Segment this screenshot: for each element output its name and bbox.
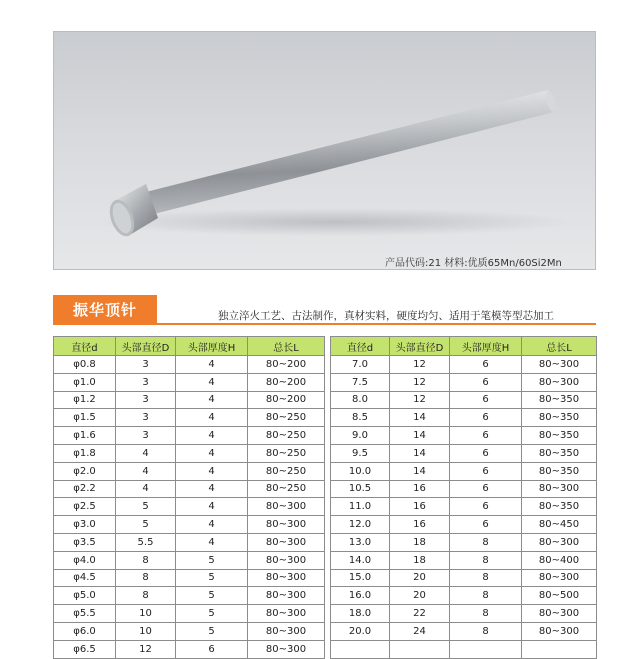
table-cell: 6 [450,498,522,516]
table-cell: 20 [390,587,450,605]
table-cell [390,640,450,658]
table-cell: φ4.0 [54,551,116,569]
table-cell: φ1.5 [54,409,116,427]
table-cell: 80~300 [522,622,597,640]
table-cell: 80~300 [248,516,325,534]
column-header: 头部直径D [390,337,450,356]
table-cell: 80~200 [248,356,325,374]
table-cell: 14 [390,444,450,462]
table-cell: 6 [450,356,522,374]
table-row [331,498,597,516]
ejector-pin-image [54,32,597,271]
table-cell: φ0.8 [54,356,116,374]
table-cell: 4 [176,373,248,391]
table-cell: φ6.5 [54,640,116,658]
table-cell: 16.0 [331,587,390,605]
table-cell: 10 [116,605,176,623]
table-row [331,516,597,534]
table-cell: φ5.0 [54,587,116,605]
table-cell: φ1.0 [54,373,116,391]
table-cell: 16 [390,516,450,534]
table-row [331,444,597,462]
table-cell: 80~300 [248,640,325,658]
table-cell: 5 [116,516,176,534]
table-cell [522,640,597,658]
table-cell: φ3.5 [54,533,116,551]
table-row [54,498,325,516]
table-cell: 80~250 [248,480,325,498]
table-cell: 14 [390,427,450,445]
column-header: 总长L [522,337,597,356]
column-header: 直径d [331,337,390,356]
table-cell: 7.0 [331,356,390,374]
table-cell: 80~250 [248,409,325,427]
table-cell: 8 [116,569,176,587]
table-row [54,587,325,605]
table-cell: 9.0 [331,427,390,445]
table-cell: 80~250 [248,462,325,480]
table-cell: φ5.5 [54,605,116,623]
table-row [331,391,597,409]
table-cell: 6 [450,516,522,534]
table-cell: 80~300 [248,605,325,623]
table-cell: 5 [176,587,248,605]
table-cell: 80~500 [522,587,597,605]
table-cell: 16 [390,498,450,516]
table-cell: 8 [450,533,522,551]
table-cell: 8 [116,551,176,569]
table-cell: 15.0 [331,569,390,587]
table-cell: 14 [390,462,450,480]
table-cell: 80~300 [522,373,597,391]
table-cell: φ6.0 [54,622,116,640]
table-cell: 10.0 [331,462,390,480]
table-row [331,462,597,480]
table-row [331,587,597,605]
table-cell: 5 [116,498,176,516]
table-cell: 80~350 [522,391,597,409]
table-cell: 8 [450,605,522,623]
table-row [331,427,597,445]
table-cell: φ1.8 [54,444,116,462]
table-cell: φ4.5 [54,569,116,587]
table-cell: 3 [116,391,176,409]
table-cell: 80~200 [248,373,325,391]
table-row [331,551,597,569]
table-cell: 8 [450,587,522,605]
table-cell: 18.0 [331,605,390,623]
table-cell: φ2.0 [54,462,116,480]
table-row [54,462,325,480]
table-cell: 5 [176,569,248,587]
table-row [54,551,325,569]
table-cell: 5 [176,622,248,640]
table-cell: φ1.6 [54,427,116,445]
table-row [331,356,597,374]
table-row [331,533,597,551]
table-cell: 6 [450,480,522,498]
table-cell: 4 [116,480,176,498]
table-cell: 3 [116,356,176,374]
table-cell: 4 [176,480,248,498]
table-row [54,569,325,587]
table-row [54,373,325,391]
table-cell: 12 [116,640,176,658]
table-cell: 4 [176,391,248,409]
table-cell: 8.0 [331,391,390,409]
table-row [331,409,597,427]
table-cell: 6 [450,409,522,427]
table-cell: 6 [450,462,522,480]
table-cell [331,640,390,658]
table-cell: 80~300 [248,533,325,551]
column-header: 头部厚度H [450,337,522,356]
table-cell: 8 [116,587,176,605]
table-cell: 14 [390,409,450,427]
product-photo [53,31,596,270]
table-row [54,444,325,462]
table-cell: 80~200 [248,391,325,409]
table-cell: φ2.2 [54,480,116,498]
section-title: 振华顶针 [53,295,157,325]
table-row [54,480,325,498]
table-row [54,640,325,658]
table-cell: φ2.5 [54,498,116,516]
table-cell [450,640,522,658]
table-cell: 80~350 [522,462,597,480]
table-cell: 22 [390,605,450,623]
table-cell: 4 [176,427,248,445]
column-header: 直径d [54,337,116,356]
table-cell: 20.0 [331,622,390,640]
table-cell: 8 [450,551,522,569]
table-cell: 13.0 [331,533,390,551]
table-cell: 8.5 [331,409,390,427]
table-cell: 8 [450,569,522,587]
table-row [331,622,597,640]
column-header: 总长L [248,337,325,356]
table-cell: 4 [176,498,248,516]
table-cell: 80~300 [248,587,325,605]
table-cell: 5 [176,605,248,623]
table-row [54,356,325,374]
table-cell: 6 [450,444,522,462]
table-cell: 80~350 [522,427,597,445]
table-cell: 10 [116,622,176,640]
table-cell: 3 [116,409,176,427]
table-cell: 7.5 [331,373,390,391]
table-cell: 80~350 [522,409,597,427]
table-cell: 6 [450,427,522,445]
table-cell: 3 [116,373,176,391]
table-cell: 80~250 [248,444,325,462]
title-divider [53,323,596,325]
table-cell: 10.5 [331,480,390,498]
table-cell: 80~300 [248,569,325,587]
table-cell: 80~350 [522,498,597,516]
table-cell: 6 [450,373,522,391]
table-cell: 80~350 [522,444,597,462]
table-cell: 8 [450,622,522,640]
table-cell: 4 [176,462,248,480]
table-cell: 6 [176,640,248,658]
table-cell: 18 [390,533,450,551]
table-row [54,533,325,551]
table-cell: 3 [116,427,176,445]
table-cell: 14.0 [331,551,390,569]
table-cell: 12 [390,373,450,391]
table-cell: 4 [176,356,248,374]
table-cell: 4 [116,462,176,480]
table-cell: 80~250 [248,427,325,445]
table-cell: 12 [390,391,450,409]
table-cell: 16 [390,480,450,498]
table-cell: 4 [176,533,248,551]
table-row [331,480,597,498]
table-cell: 80~300 [248,498,325,516]
table-cell: 9.5 [331,444,390,462]
table-cell: 11.0 [331,498,390,516]
table-cell: 5 [176,551,248,569]
spec-table-left [53,336,325,659]
table-row [54,622,325,640]
table-cell: 12.0 [331,516,390,534]
column-header: 头部厚度H [176,337,248,356]
table-cell: 80~300 [522,605,597,623]
table-cell: 4 [176,444,248,462]
table-cell: 5.5 [116,533,176,551]
table-row [54,605,325,623]
table-cell: 80~300 [522,480,597,498]
spec-table-right [330,336,597,659]
table-cell: 80~300 [248,551,325,569]
table-cell: 20 [390,569,450,587]
table-cell: φ3.0 [54,516,116,534]
column-header: 头部直径D [116,337,176,356]
table-cell: 80~300 [522,569,597,587]
table-row [54,516,325,534]
table-cell: 6 [450,391,522,409]
table-cell: 80~300 [522,356,597,374]
table-row [331,569,597,587]
product-caption: 产品代码:21 材料:优质65Mn/60Si2Mn [385,258,562,269]
table-cell: 80~400 [522,551,597,569]
table-row [331,605,597,623]
section-tagline: 独立淬火工艺、古法制作，真材实料，硬度均匀、适用于笔模等型芯加工 [218,310,554,322]
table-row [54,391,325,409]
table-cell: 24 [390,622,450,640]
table-row [54,427,325,445]
table-row [331,373,597,391]
table-cell: 80~450 [522,516,597,534]
table-cell: φ1.2 [54,391,116,409]
table-cell: 4 [116,444,176,462]
table-cell: 80~300 [522,533,597,551]
table-cell: 4 [176,409,248,427]
table-row [331,640,597,658]
table-cell: 80~300 [248,622,325,640]
table-row [54,409,325,427]
table-cell: 4 [176,516,248,534]
table-cell: 12 [390,356,450,374]
table-cell: 18 [390,551,450,569]
